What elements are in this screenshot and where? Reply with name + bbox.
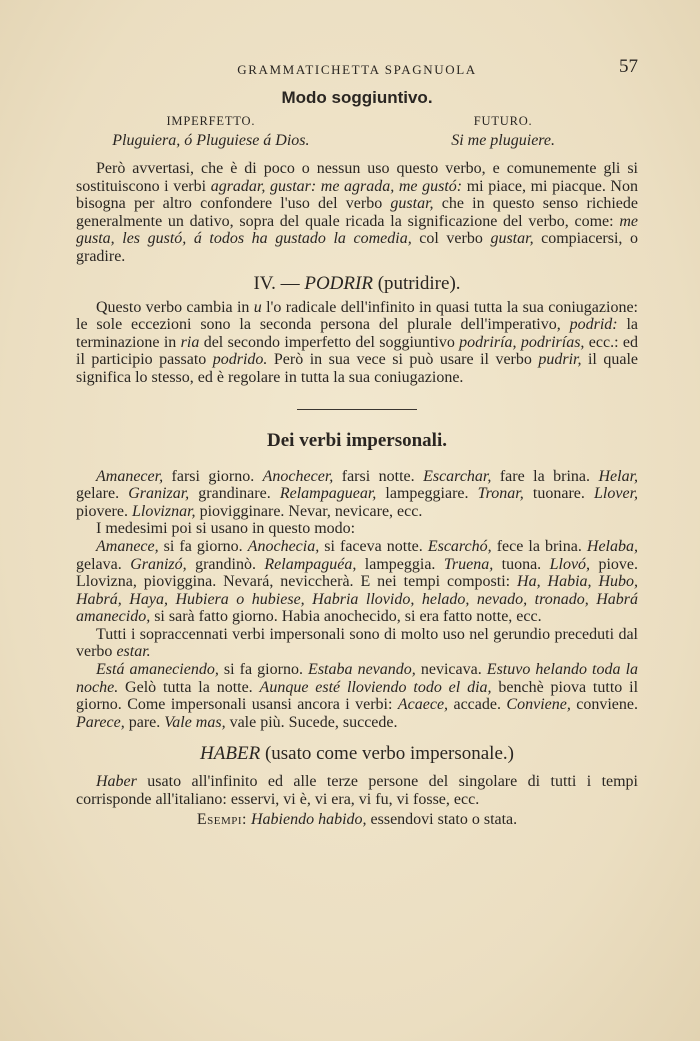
paragraph-impersonal-examples: Amanece, si fa giorno. Anochecia, si faceva notte. Escarchó, fece la brina. Helaba, gelava. Granizó, grandinò. Relampaguéa, lampeggia. Truena, tuona. Llovó, piove. Llovizna, pioviggina. Nevará, neviccherà. E nei tempi composti: Ha, Habia, Hubo, Habrá, Haya, Hubiera o hubiese, Habria llovido, helado, nevado, tronado, Habrá amanecido, si sarà fatto giorno. Habia anochecido, si era fatto notte, ecc. — [76, 537, 639, 626]
tense-form: Si me pluguiere. — [451, 132, 556, 149]
running-title: GRAMMATICHETTA SPAGNUOLA — [237, 62, 477, 77]
examples-line: Esempi: Habiendo habido, essendovi stato o stata. — [196, 810, 518, 828]
paragraph-gerund-examples: Está amaneciendo, si fa giorno. Estaba nevando, nevicava. Estuvo helando toda la noche. Gelò tutta la notte. Aunque esté lloviendo todo el dia, benchè piova tutto il giorno. Come impersonali usansi ancora i verbi: Acaece, accade. Conviene, conviene. Parece, pare. Vale mas, vale più. Sucede, succede. — [76, 661, 639, 731]
paragraph-gustar: Però avvertasi, che è di poco o nessun uso questo verbo, e comunemente gli si sostituiscono i verbi agradar, gustar: me agrada, me gustó: mi piace, mi piacque. Non bisogna per altro confondere l'uso del verbo gustar, che in questo senso richiede generalmente un dativo, sopra del quale ricada la significazione del verbo, come: me gusta, les gustó, á todos ha gustado la comedia, col verbo gustar, compiacersi, o gradire. — [76, 160, 639, 265]
section-heading-haber: HABER (usato come verbo impersonale.) — [200, 743, 514, 765]
paragraph-impersonal-list: Amanecer, farsi giorno. Anochecer, farsi notte. Escarchar, fare la brina. Helar, gelare. Granizar, grandinare. Relampaguear, lampeggiare. Tronar, tuonare. Llover, piovere. Lloviznar, piovigginare. Nevar, nevicare, ecc. — [76, 467, 639, 520]
paragraph-impersonal-usage: I medesimi poi si usano in questo modo: — [96, 520, 356, 538]
tense-label: FUTURO. — [473, 114, 533, 128]
page-number: 57 — [619, 56, 638, 77]
paragraph-gerund: Tutti i sopraccennati verbi impersonali sono di molto uso nel gerundio preceduti dal verbo estar. — [76, 625, 638, 661]
tense-label: IMPERFETTO. — [166, 114, 256, 128]
section-divider — [297, 409, 417, 410]
tense-future — [368, 114, 638, 150]
running-head — [76, 56, 638, 82]
paragraph-podrir: Questo verbo cambia in u l'o radicale dell'infinito in quasi tutta la sua coniugazione: le sole eccezioni sono la seconda persona del plurale dell'imperativo, podrid: la terminazione in ria del secondo imperfetto del soggiuntivo podriría, podrirías, ecc.: ed il participio passato podrido. Però in sua vece si può usare il verbo pudrir, il quale significa lo stesso, ed è regolare in tutta la sua coniugazione. — [76, 298, 639, 386]
paragraph-haber: Haber usato all'infinito ed alle terze persone del singolare di tutti i tempi corrisponde all'italiano: esservi, vi è, vi era, vi fu, vi fosse, ecc. — [76, 773, 638, 809]
tense-form: Pluguiera, ó Pluguiese á Dios. — [112, 132, 310, 149]
section-heading-podrir: IV. — PODRIR (putridire). — [253, 272, 461, 294]
section-heading-impersonal: Dei verbi impersonali. — [267, 429, 447, 451]
tense-imperfect — [76, 114, 346, 150]
tense-table — [76, 114, 638, 150]
mood-title: Modo soggiuntivo. — [281, 88, 433, 107]
